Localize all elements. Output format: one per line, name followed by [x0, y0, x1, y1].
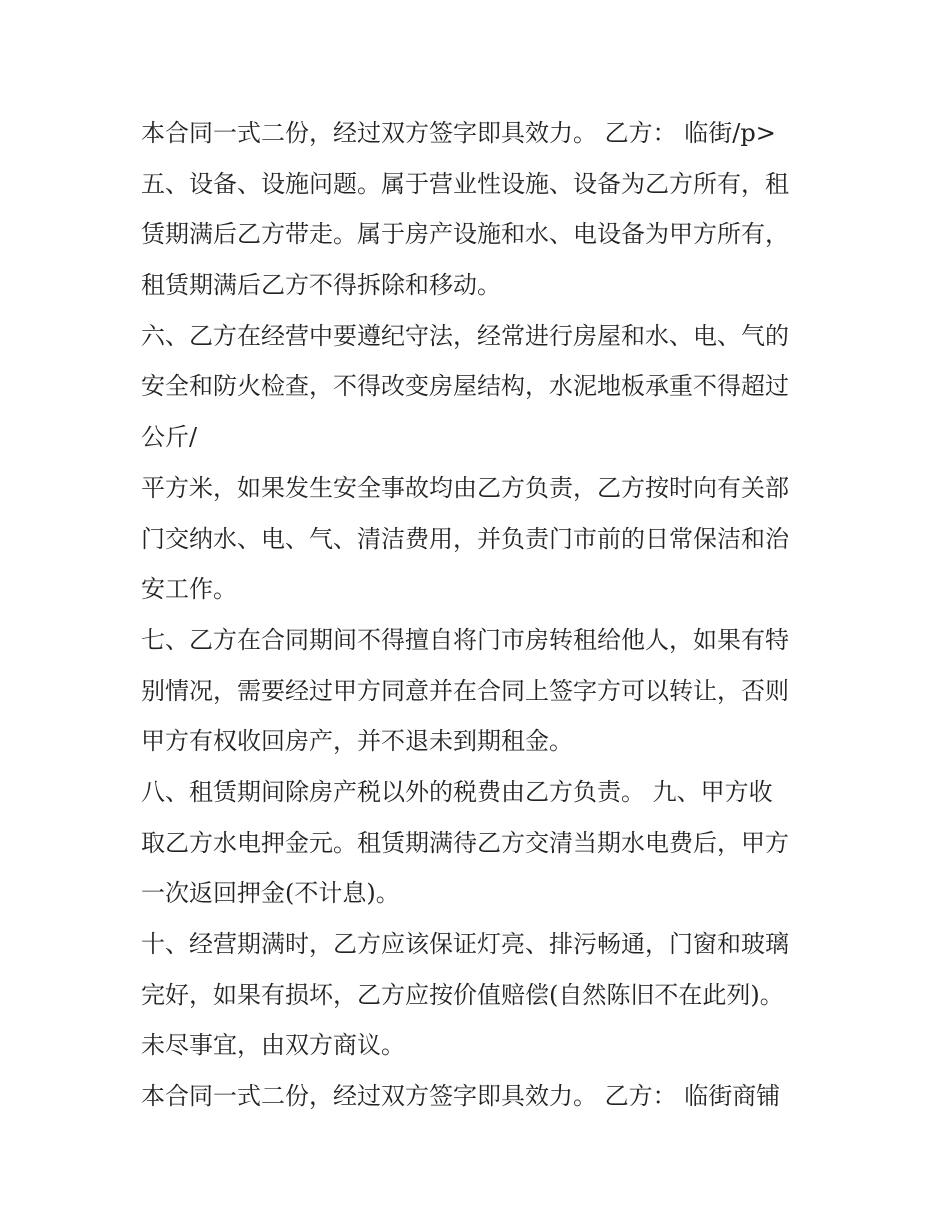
- text-line: 安工作。: [141, 575, 237, 604]
- paragraph-other-matters: [141, 1020, 821, 1071]
- text-line: 一次返回押金(不计息)。: [141, 879, 400, 908]
- text-line: 八、租赁期间除房产税以外的税费由乙方负责。 九、甲方收: [141, 777, 773, 806]
- text-line: 赁期满后乙方带走。属于房产设施和水、电设备为甲方所有，: [141, 220, 789, 249]
- text-line: 甲方有权收回房产，并不退未到期租金。: [141, 727, 573, 756]
- text-line: 安全和防火检查，不得改变房屋结构，水泥地板承重不得超过: [141, 372, 789, 401]
- paragraph-clause-seven: [141, 615, 821, 767]
- text-line: 十、经营期满时，乙方应该保证灯亮、排污畅通，门窗和玻璃: [141, 930, 789, 958]
- text-line: 七、乙方在合同期间不得擅自将门市房转租给他人，如果有特: [141, 625, 789, 654]
- text-line: 本合同一式二份，经过双方签字即具效力。 乙方： 临街商铺: [141, 1082, 781, 1111]
- paragraph-clause-eight-nine: [141, 767, 821, 919]
- text-line: 本合同一式二份，经过双方签字即具效力。 乙方： 临街/p>: [141, 119, 776, 147]
- text-line: 别情况，需要经过甲方同意并在合同上签字方可以转让，否则: [141, 676, 789, 705]
- paragraph-effectiveness-clause: [141, 108, 821, 159]
- paragraph-clause-five: [141, 159, 821, 311]
- text-line: 门交纳水、电、气、清洁费用，并负责门市前的日常保洁和治: [141, 524, 789, 553]
- text-line: 六、乙方在经营中要遵纪守法，经常进行房屋和水、电、气的: [141, 321, 789, 350]
- text-line: 五、设备、设施问题。属于营业性设施、设备为乙方所有，租: [141, 169, 789, 198]
- paragraph-effectiveness-clause-final: [141, 1071, 821, 1122]
- text-line: 取乙方水电押金元。租赁期满待乙方交清当期水电费后，甲方: [141, 828, 789, 857]
- text-line: 未尽事宜，由双方商议。: [141, 1031, 405, 1060]
- text-line: 租赁期满后乙方不得拆除和移动。: [141, 271, 501, 300]
- paragraph-clause-six: [141, 311, 821, 463]
- text-line: 平方米，如果发生安全事故均由乙方负责，乙方按时向有关部: [141, 473, 789, 502]
- document-body: [141, 108, 821, 1122]
- paragraph-clause-ten: [141, 919, 821, 1020]
- text-line: 完好，如果有损坏，乙方应按价值赔偿(自然陈旧不在此列)。: [141, 980, 784, 1009]
- paragraph-clause-six-continued: [141, 463, 821, 615]
- text-line: 公斤/: [141, 423, 198, 452]
